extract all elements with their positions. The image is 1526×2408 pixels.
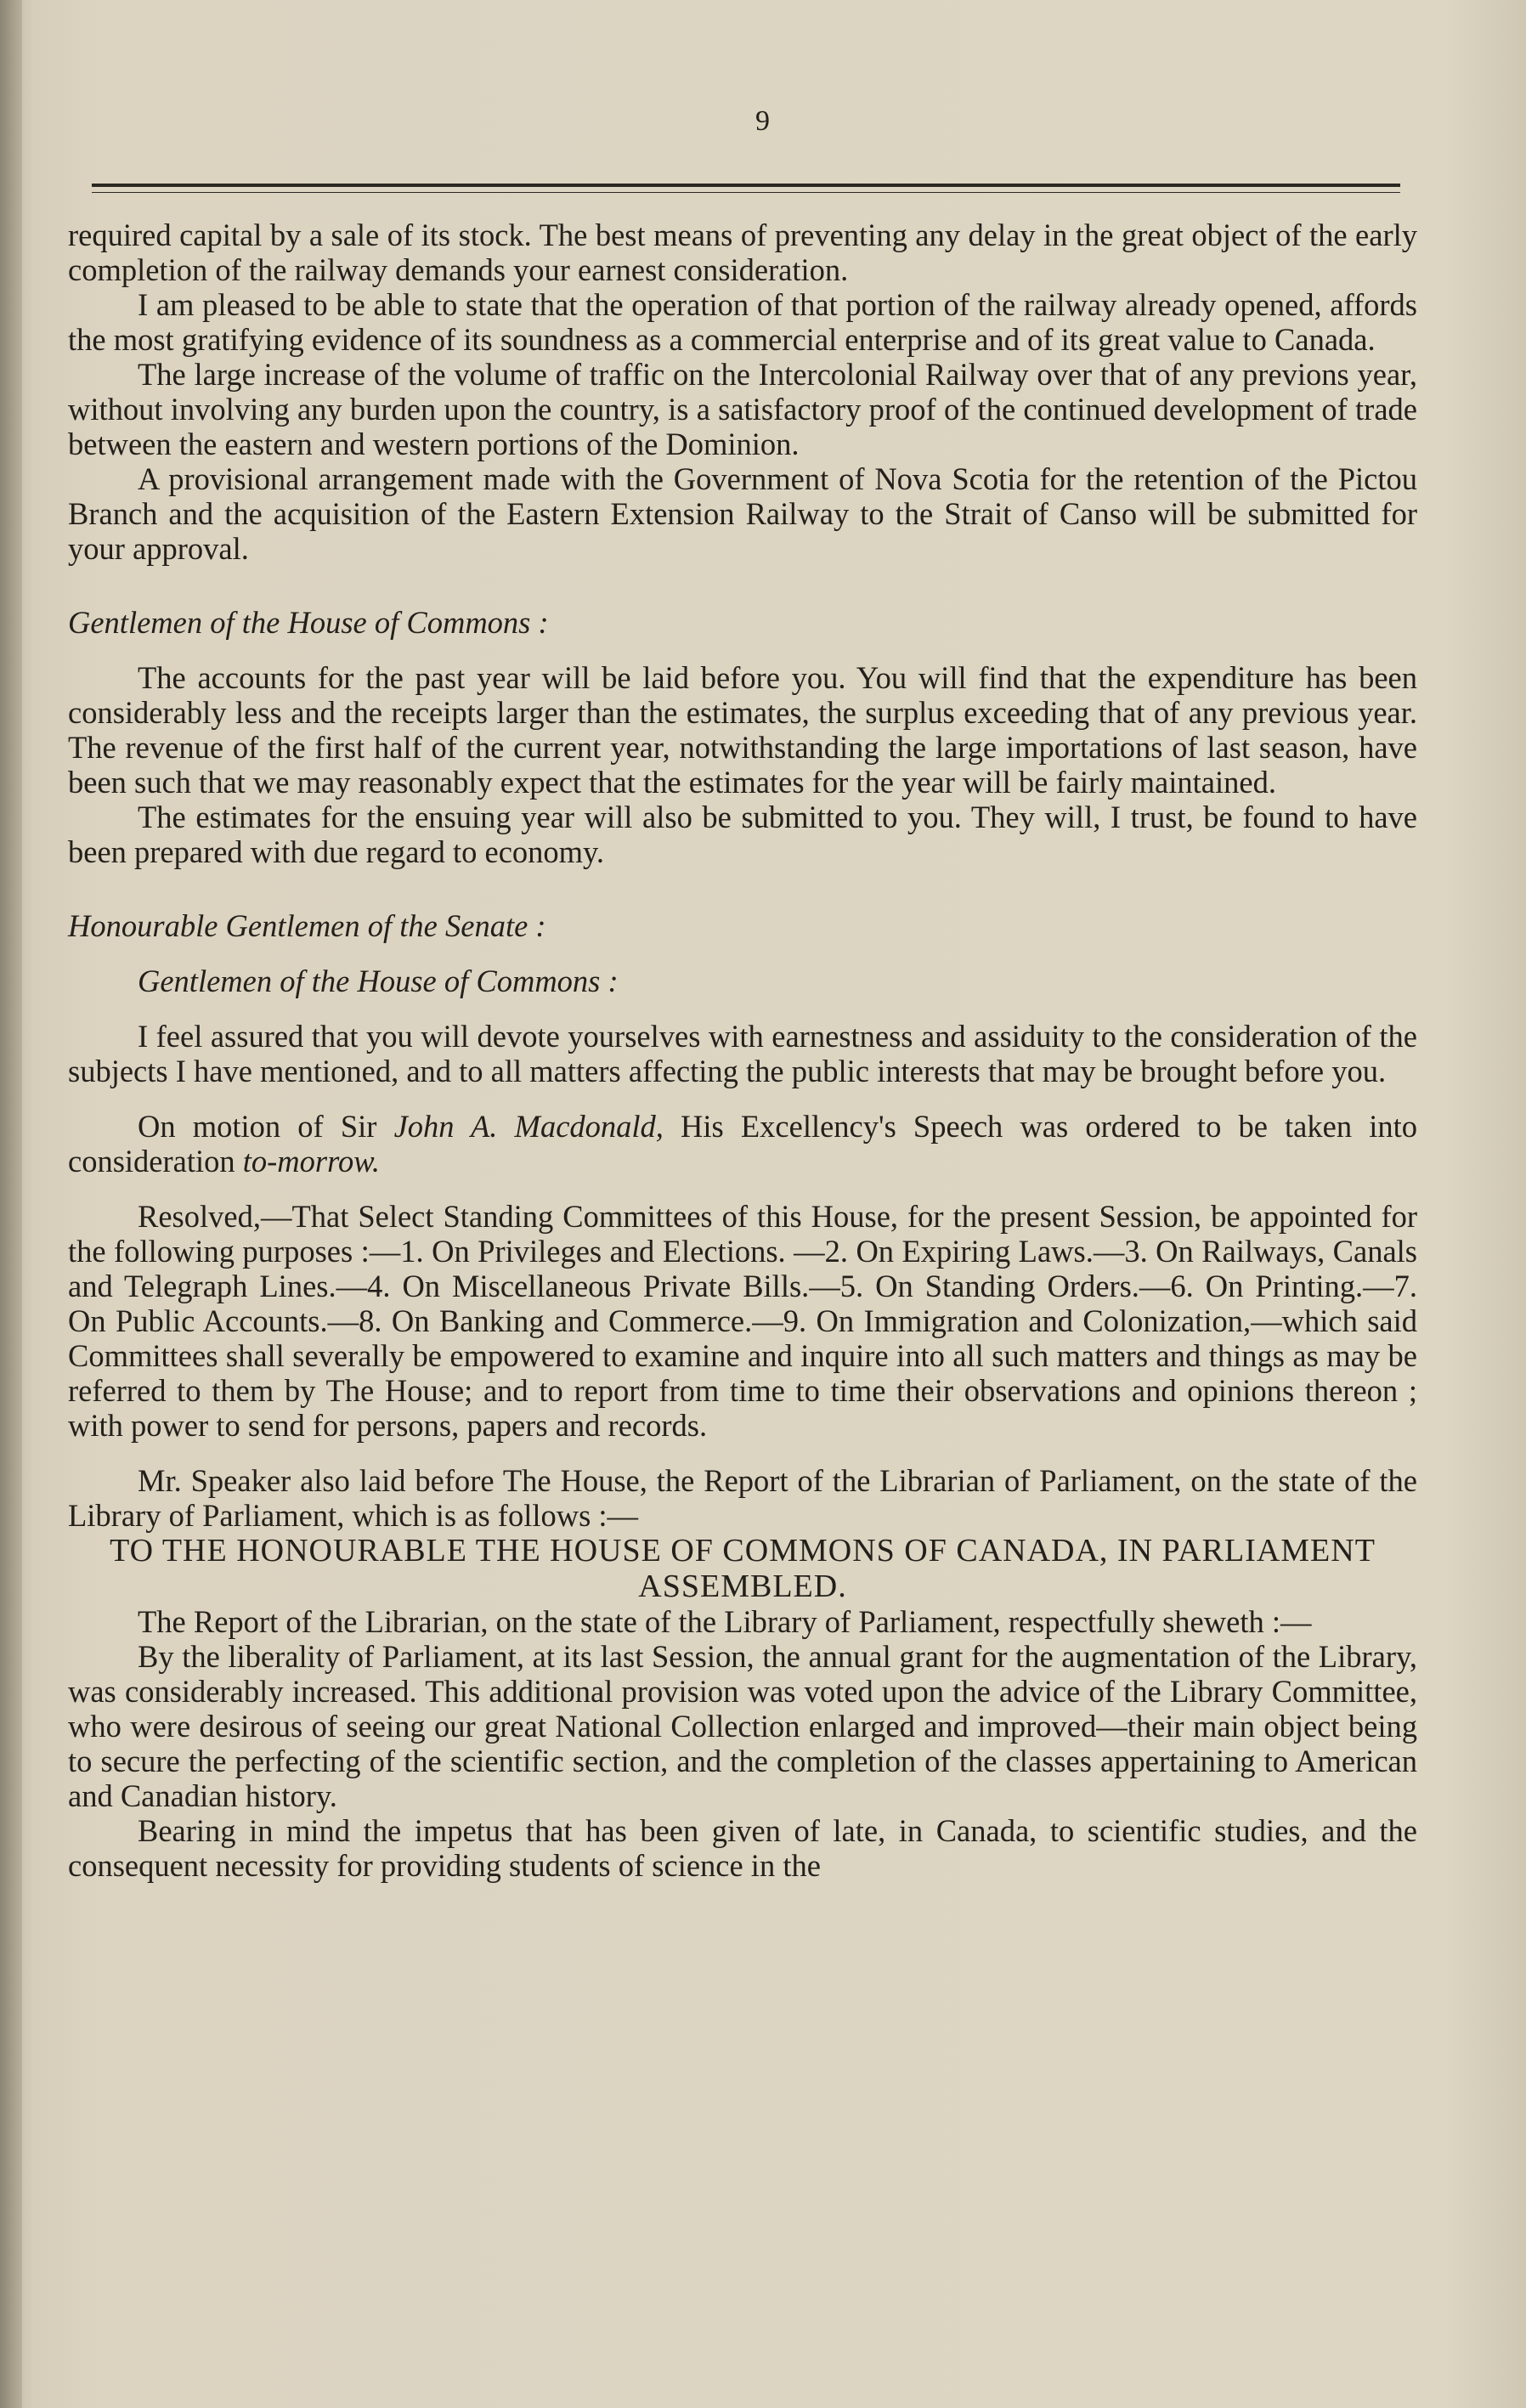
- section-heading: Honourable Gentlemen of the Senate :: [68, 908, 546, 943]
- paragraph: required capital by a sale of its stock. The best means of preventing any delay in the great object of the early completion of the railway demands your earnest consideration.: [68, 218, 1417, 287]
- motion-text: On motion of Sir: [138, 1109, 394, 1144]
- paragraph: By the liberality of Parliament, at its last Session, the annual grant for the augmentation of the Library, was considerably increased. This additional provision was voted upon the advice of the Library Committee, who were desirous of seeing our great National Collection enlarged and improved—their main object being to secure the perfecting of the scientific section, and the completion of the classes appertaining to American and Canadian history.: [68, 1639, 1417, 1813]
- motion-text: His Excellency's Speech was ordered to be taken into consideration: [68, 1109, 1417, 1179]
- binding-edge: [0, 0, 22, 2408]
- paragraph: Bearing in mind the impetus that has been given of late, in Canada, to scientific studies, and the consequent necessity for providing students of science in the: [68, 1813, 1417, 1883]
- paragraph: I feel assured that you will devote yourselves with earnestness and assiduity to the consideration of the subjects I have mentioned, and to all matters affecting the public interests that may be brought before you.: [68, 1019, 1417, 1088]
- motion-paragraph: [68, 1109, 1417, 1179]
- paragraph: The accounts for the past year will be laid before you. You will find that the expenditure has been considerably less and the receipts larger than the estimates, the surplus exceeding that of any previous year. The revenue of the first half of the current year, notwithstanding the large importations of last season, have been such that we may reasonably expect that the estimates for the year will be fairly maintained.: [68, 660, 1417, 800]
- motion-date: to-morrow.: [242, 1144, 380, 1179]
- header-rule-thin: [92, 192, 1400, 193]
- paragraph: The Report of the Librarian, on the state of the Library of Parliament, respectfully sheweth :—: [138, 1604, 1312, 1639]
- paragraph: I am pleased to be able to state that the operation of that portion of the railway already opened, affords the most gratifying evidence of its soundness as a commercial enterprise and of its great value to Canada.: [68, 287, 1417, 357]
- paragraph: The estimates for the ensuing year will also be submitted to you. They will, I trust, be found to have been prepared with due regard to economy.: [68, 800, 1417, 869]
- page-number: 9: [755, 105, 771, 137]
- section-heading: Gentlemen of the House of Commons :: [138, 964, 619, 998]
- section-heading: Gentlemen of the House of Commons :: [68, 605, 549, 640]
- report-title: TO THE HONOURABLE THE HOUSE OF COMMONS OF CANADA, IN PARLIAMENT ASSEMBLED.: [110, 1533, 1376, 1604]
- header-rule: [92, 184, 1400, 187]
- page-body: [68, 218, 1417, 1883]
- paragraph: Mr. Speaker also laid before The House, the Report of the Librarian of Parliament, on the state of the Library of Parliament, which is as follows :—: [68, 1463, 1417, 1533]
- person-name: John A. Macdonald,: [393, 1109, 664, 1144]
- paragraph: The large increase of the volume of traffic on the Intercolonial Railway over that of any previons year, without involving any burden upon the country, is a satisfactory proof of the continued development of trade between the eastern and western portions of the Dominion.: [68, 357, 1417, 461]
- paragraph: Resolved,—That Select Standing Committees of this House, for the present Session, be appointed for the following purposes :—1. On Privileges and Elections. —2. On Expiring Laws.—3. On Railways, Canals and Telegraph Lines.—4. On Miscellaneous Private Bills.—5. On Standing Orders.—6. On Printing.—7. On Public Accounts.—8. On Banking and Commerce.—9. On Immigration and Colonization,—which said Committees shall severally be empowered to examine and inquire into all such matters and things as may be referred to them by The House; and to report from time to time their observations and opinions thereon ; with power to send for persons, papers and records.: [68, 1199, 1417, 1443]
- paragraph: A provisional arrangement made with the Government of Nova Scotia for the retention of the Pictou Branch and the acquisition of the Eastern Extension Railway to the Strait of Canso will be submitted for your approval.: [68, 461, 1417, 566]
